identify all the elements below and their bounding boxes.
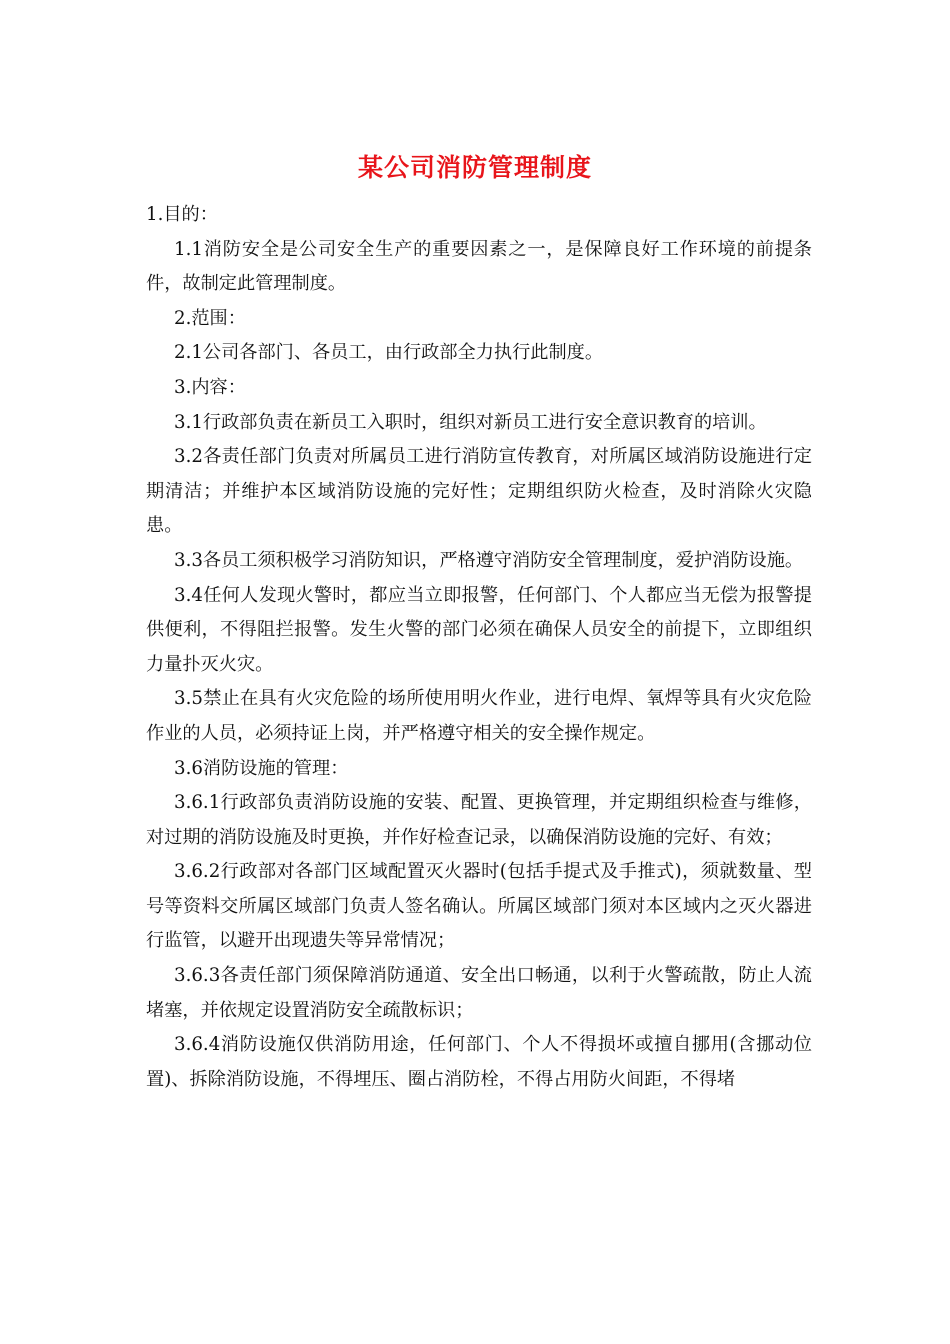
paragraph-3-4: 3.4任何人发现火警时，都应当立即报警，任何部门、个人都应当无偿为报警提供便利，不得阻拦报警。发生火警的部门必须在确保人员安全的前提下，立即组织力量扑灭火灾。 [146, 584, 812, 675]
paragraph-3-2: 3.2各责任部门负责对所属员工进行消防宣传教育，对所属区域消防设施进行定期清洁；并维护本区域消防设施的完好性；定期组织防火检查，及时消除火灾隐患。 [146, 446, 812, 537]
document-title: 某公司消防管理制度 [357, 153, 592, 182]
paragraph-3-3: 3.3各员工须积极学习消防知识，严格遵守消防安全管理制度，爱护消防设施。 [174, 549, 804, 571]
paragraph-2-1: 2.1公司各部门、各员工，由行政部全力执行此制度。 [174, 342, 604, 364]
paragraph-3-6-4: 3.6.4消防设施仅供消防用途，任何部门、个人不得损坏或擅自挪用(含挪动位置)、拆除消防设施，不得埋压、圈占消防栓，不得占用防火间距，不得堵 [146, 1034, 812, 1090]
paragraph-3-6: 3.6消防设施的管理： [174, 757, 349, 779]
paragraph-1-1: 1.1消防安全是公司安全生产的重要因素之一，是保障良好工作环境的前提条件，故制定此管理制度。 [146, 238, 812, 295]
paragraph-3-5: 3.5禁止在具有火灾危险的场所使用明火作业，进行电焊、氧焊等具有火灾危险作业的人员，必须持证上岗，并严格遵守相关的安全操作规定。 [146, 688, 812, 744]
section-heading-purpose: 1.目的： [146, 204, 218, 225]
paragraph-3-6-1: 3.6.1行政部负责消防设施的安装、配置、更换管理，并定期组织检查与维修，对过期的消防设施及时更换，并作好检查记录，以确保消防设施的完好、有效； [146, 792, 812, 848]
paragraph-3-6-2: 3.6.2行政部对各部门区域配置灭火器时(包括手提式及手推式)，须就数量、型号等资料交所属区域部门负责人签名确认。所属区域部门须对本区域内之灭火器进行监管，以避开出现遗失等异常情况； [146, 861, 812, 952]
paragraph-3-6-3: 3.6.3各责任部门须保障消防通道、安全出口畅通，以利于火警疏散，防止人流堵塞，并依规定设置消防安全疏散标识； [146, 965, 812, 1021]
document-body [146, 198, 812, 1097]
section-heading-content: 3.内容： [174, 376, 246, 398]
paragraph-3-1: 3.1行政部负责在新员工入职时，组织对新员工进行安全意识教育的培训。 [174, 411, 767, 433]
section-heading-scope: 2.范围： [174, 307, 246, 329]
